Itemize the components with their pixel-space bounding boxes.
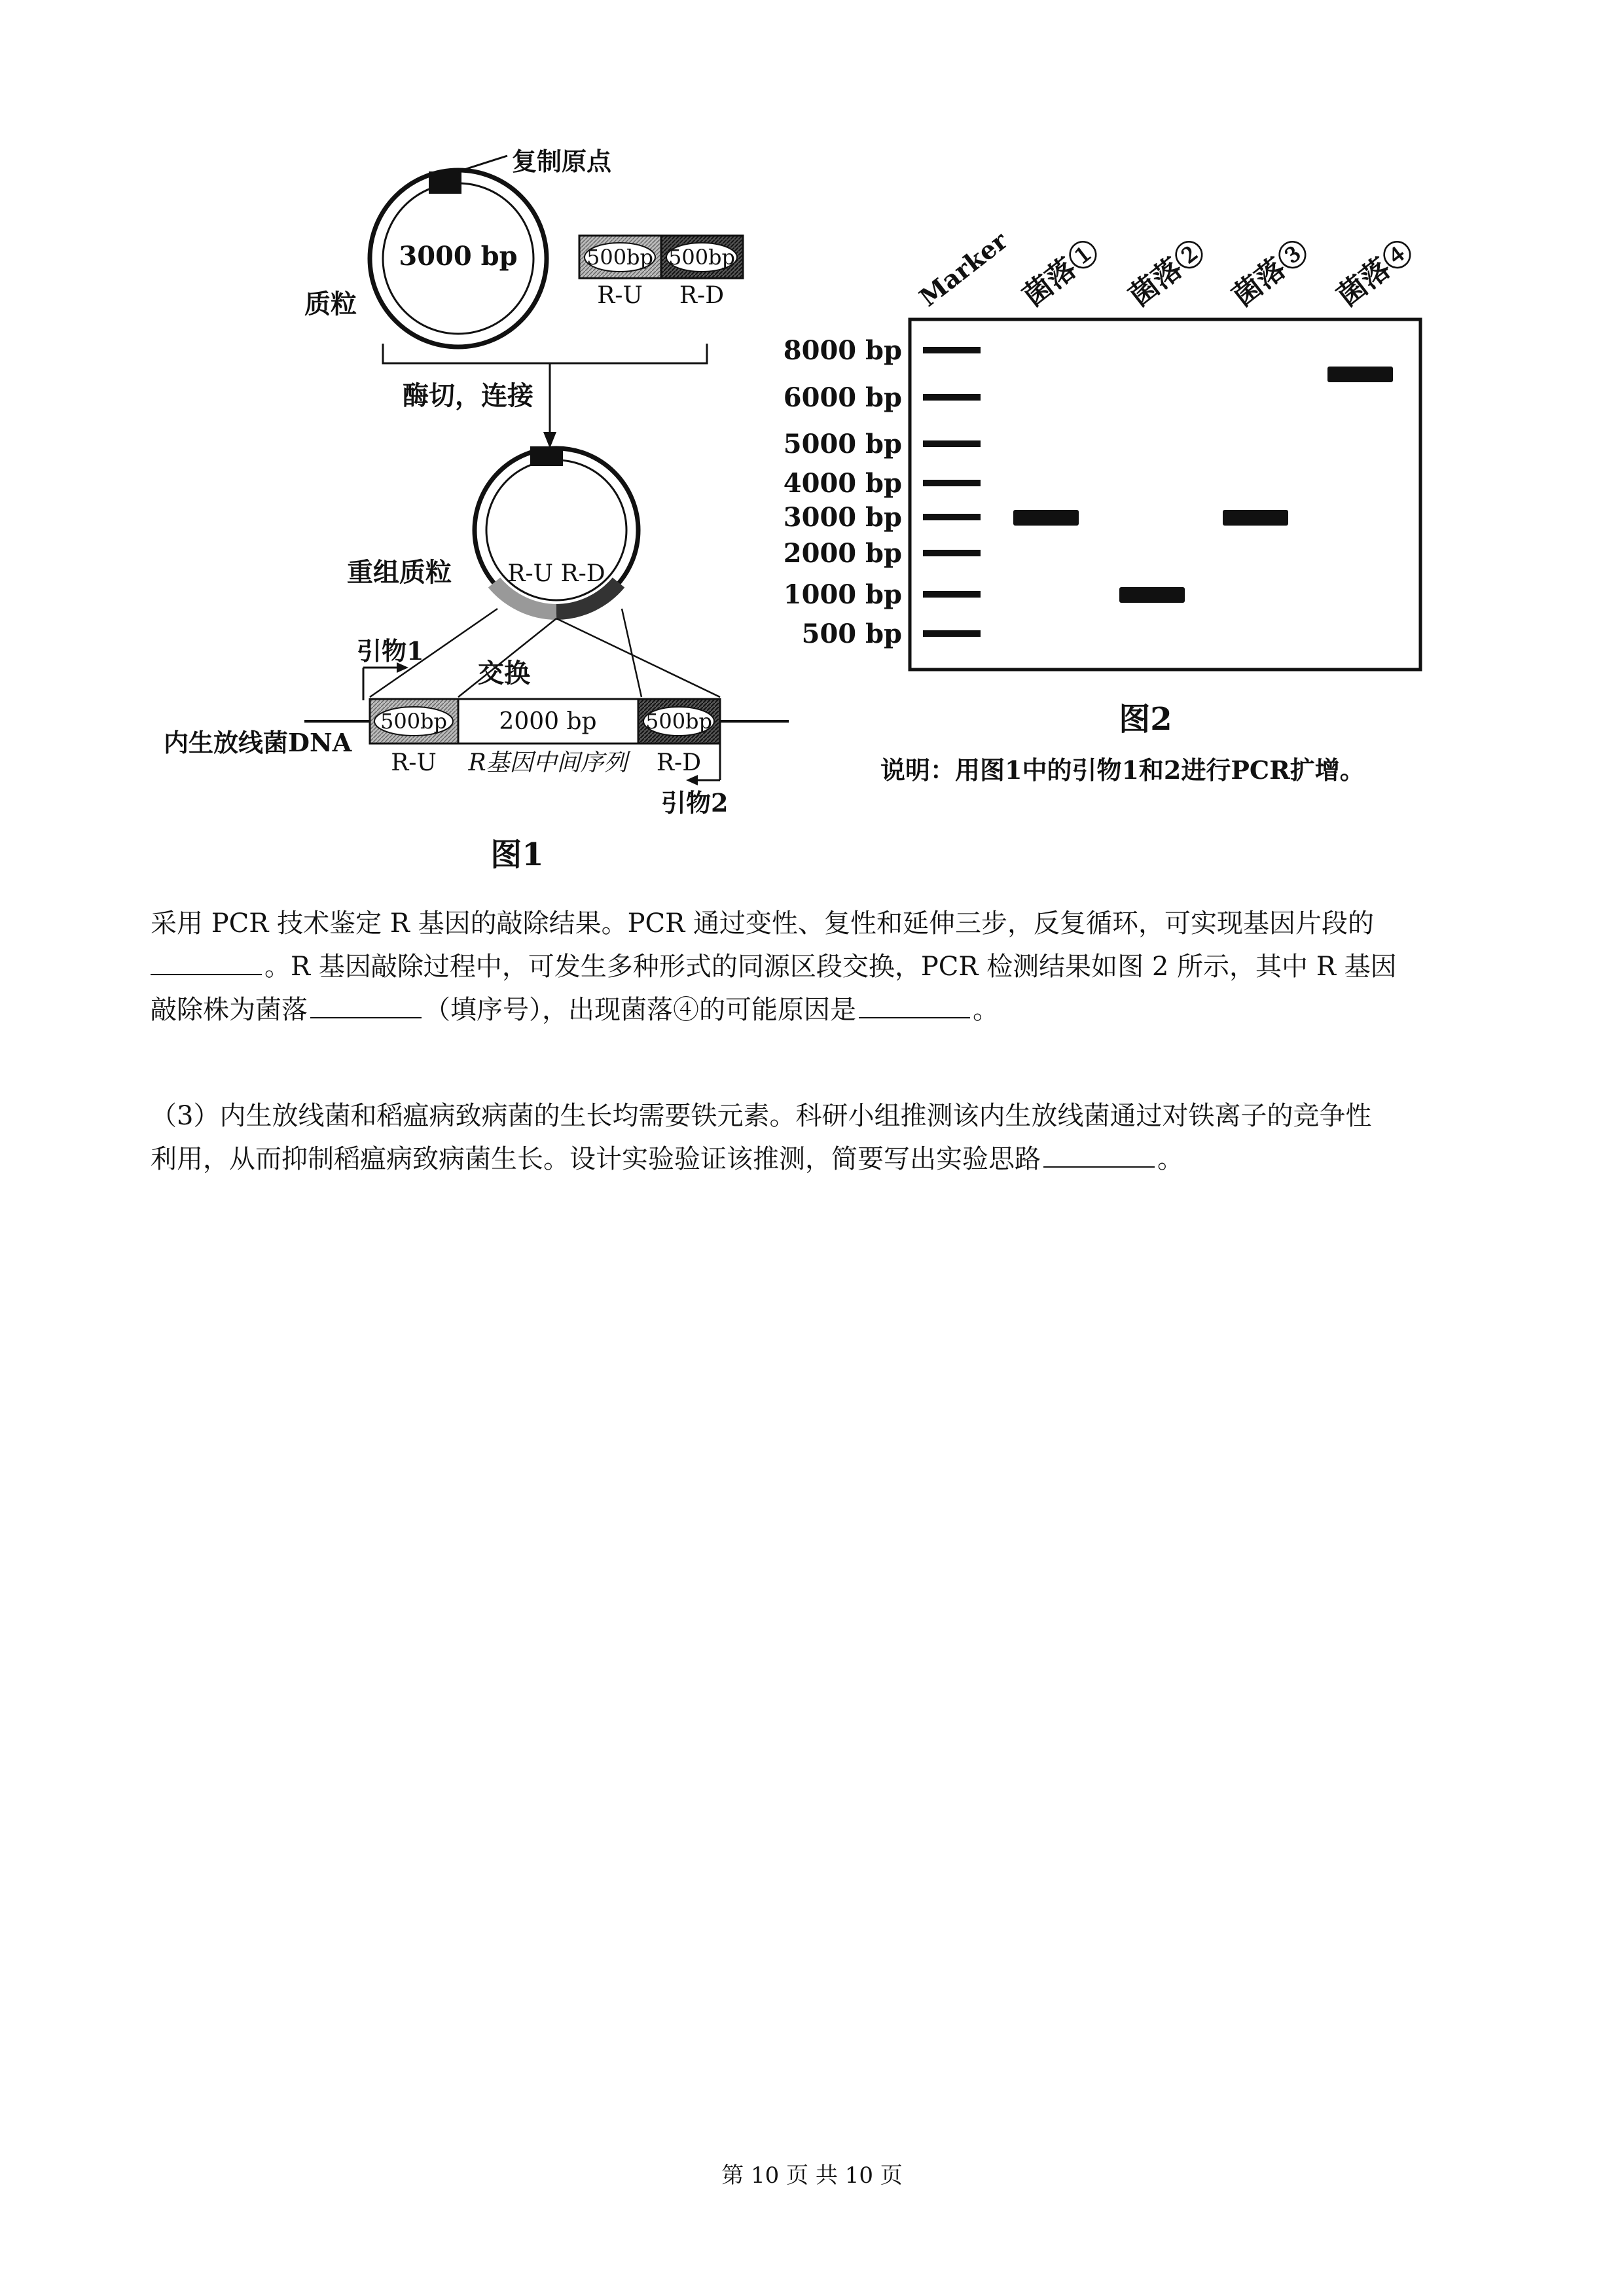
sample-band xyxy=(1013,510,1079,526)
origin-marker xyxy=(429,171,461,194)
genome-ru-label: R-U xyxy=(391,749,437,776)
lane-label: 菌落③ xyxy=(1226,234,1315,314)
gel-marker-labels xyxy=(784,335,902,649)
marker-label: 4000 bp xyxy=(783,468,902,499)
marker-band xyxy=(923,550,981,556)
marker-label: 8000 bp xyxy=(783,335,902,366)
plasmid-label: 质粒 xyxy=(304,289,357,319)
plasmid-size: 3000 bp xyxy=(399,241,518,272)
marker-label: 2000 bp xyxy=(783,538,902,569)
genome-rd-label: R-D xyxy=(656,749,702,776)
genome-rd-size: 500bp xyxy=(645,709,713,734)
dna-label: 内生放线菌DNA xyxy=(164,728,352,757)
sample-band xyxy=(1327,367,1393,382)
page-footer: 第 10 页 共 10 页 xyxy=(721,2162,903,2189)
marker-label: 3000 bp xyxy=(783,502,902,533)
fragment-ru-label: R-U xyxy=(597,282,643,309)
lane-label: 菌落④ xyxy=(1331,234,1420,314)
paragraph-pcr xyxy=(151,902,1486,1031)
recombinant-plasmid xyxy=(347,446,638,612)
marker-label: 1000 bp xyxy=(783,579,902,610)
genome-dna xyxy=(164,699,789,776)
blank-2[interactable] xyxy=(310,995,422,1018)
figures xyxy=(0,0,1624,903)
primer1 xyxy=(357,636,424,700)
marker-band xyxy=(923,630,981,637)
exchange-label: 交换 xyxy=(478,658,530,689)
figure2-note: 说明：用图1中的引物1和2进行PCR扩增。 xyxy=(880,755,1365,785)
p2-line1: （3）内生放线菌和稻瘟病致病菌的生长均需要铁元素。科研小组推测该内生放线菌通过对铁离子的竞争性 xyxy=(151,1101,1372,1131)
insert-fragments xyxy=(579,236,743,309)
marker-band xyxy=(923,347,981,353)
marker-label: 5000 bp xyxy=(783,429,902,459)
lane-label: 菌落② xyxy=(1123,234,1212,314)
genome-middle-label: R基因中间序列 xyxy=(468,749,628,776)
p1-line3b: （填序号），出现菌落④的可能原因是 xyxy=(424,995,856,1025)
genome-middle-size: 2000 bp xyxy=(499,708,597,735)
marker-band xyxy=(923,514,981,520)
blank-4[interactable] xyxy=(1043,1144,1155,1168)
paragraph-question-3 xyxy=(151,1094,1486,1181)
marker-label: 500 bp xyxy=(801,619,902,649)
lane-label: 菌落① xyxy=(1017,234,1106,314)
genome-ru-size: 500bp xyxy=(380,709,448,734)
primer1-label: 引物1 xyxy=(357,636,424,666)
recombinant-label: 重组质粒 xyxy=(347,557,452,588)
gel-lane-labels xyxy=(914,225,1420,313)
fragment-ru-size: 500bp xyxy=(586,245,654,270)
lane-label: Marker xyxy=(913,225,1013,313)
p2-line2-end: 。 xyxy=(1157,1144,1183,1174)
marker-band xyxy=(923,480,981,486)
sample-band xyxy=(1223,510,1288,526)
p2-line2: 利用，从而抑制稻瘟病致病菌生长。设计实验验证该推测，简要写出实验思路 xyxy=(151,1144,1041,1174)
figure2-caption: 图2 xyxy=(1119,701,1172,738)
blank-1[interactable] xyxy=(151,952,262,975)
p1-line3c: 。 xyxy=(973,995,999,1025)
figure1 xyxy=(164,147,789,873)
marker-band xyxy=(923,591,981,598)
origin-label: 复制原点 xyxy=(512,147,612,176)
fragment-rd-label: R-D xyxy=(679,282,725,309)
blank-3[interactable] xyxy=(859,995,970,1018)
sample-band xyxy=(1119,587,1185,603)
fragment-rd-size: 500bp xyxy=(668,245,736,270)
recombinant-insert: R-U R-D xyxy=(507,560,605,587)
marker-band xyxy=(923,440,981,447)
marker-label: 6000 bp xyxy=(783,382,902,413)
step-label: 酶切，连接 xyxy=(403,380,533,411)
p1-line3a: 敲除株为菌落 xyxy=(151,995,308,1025)
marker-band xyxy=(923,394,981,401)
p1-line1: 采用 PCR 技术鉴定 R 基因的敲除结果。PCR 通过变性、复性和延伸三步，反复循环，可实现基因片段的 xyxy=(151,908,1374,939)
figure2 xyxy=(784,225,1420,785)
primer2-label: 引物2 xyxy=(661,788,729,817)
plasmid xyxy=(304,147,612,347)
figure1-caption: 图1 xyxy=(490,836,544,873)
p1-line2: 。R 基因敲除过程中，可发生多种形式的同源区段交换，PCR 检测结果如图 2 所示，其中 R 基因 xyxy=(264,952,1397,982)
